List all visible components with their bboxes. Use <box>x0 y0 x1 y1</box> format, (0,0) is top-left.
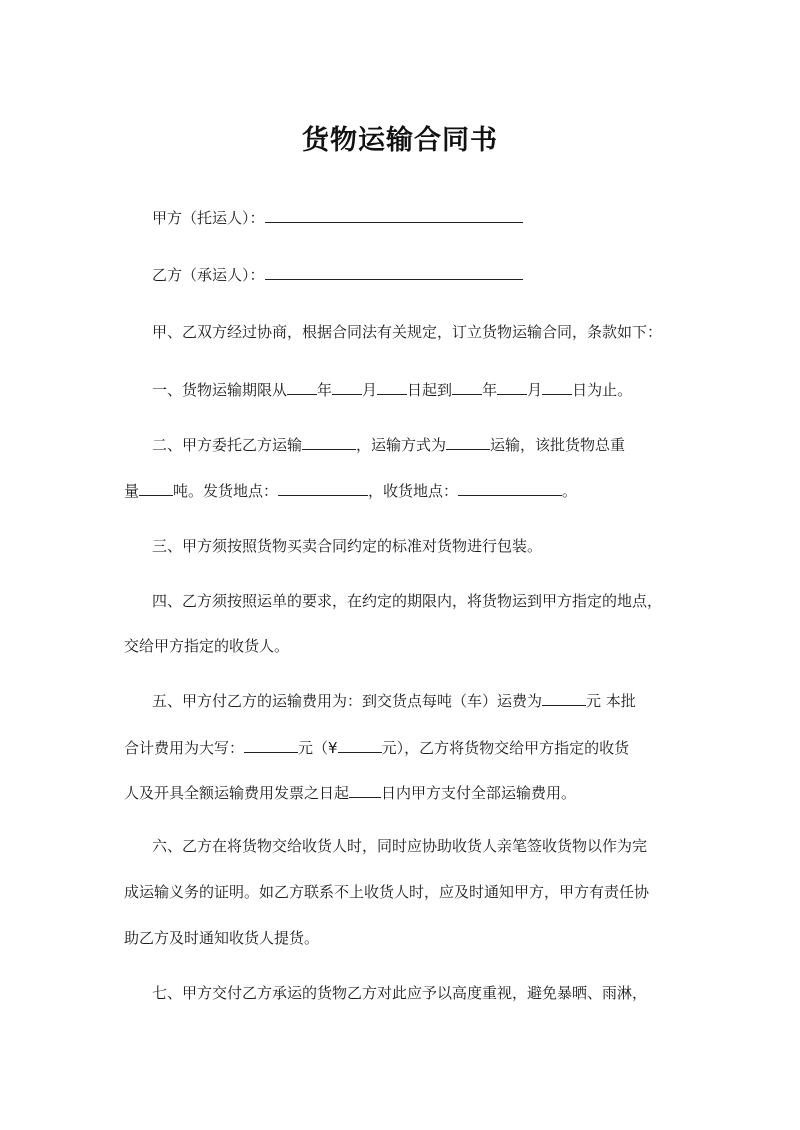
clause-5-text: 日内甲方支付全部运输费用。 <box>381 784 577 802</box>
party-b-line <box>152 264 523 285</box>
start-day-blank[interactable] <box>377 379 407 395</box>
party-a-blank[interactable] <box>265 207 523 223</box>
clause-7-line-1: 七、甲方交付乙方承运的货物乙方对此应予以高度重视，避免暴晒、雨淋， <box>152 984 648 1002</box>
clause-1-text: 月 <box>362 381 378 399</box>
clause-5-text: 合计费用为大写： <box>124 739 245 757</box>
intro-paragraph: 甲、乙双方经过协商，根据合同法有关规定，订立货物运输合同，条款如下： <box>152 323 663 341</box>
total-number-blank[interactable] <box>338 737 382 753</box>
clause-2-text: 二、甲方委托乙方运输 <box>152 436 303 454</box>
clause-5-text: 元 本批 <box>586 692 636 710</box>
clause-1-text: 日为止。 <box>572 381 633 399</box>
transport-mode-blank[interactable] <box>446 434 490 450</box>
clause-1-text: 月 <box>527 381 543 399</box>
clause-2-text: ，运输方式为 <box>356 436 447 454</box>
start-month-blank[interactable] <box>332 379 362 395</box>
receiving-place-blank[interactable] <box>458 480 562 496</box>
weight-blank[interactable] <box>139 480 173 496</box>
party-b-label: 乙方（承运人）： <box>152 266 265 284</box>
clause-1 <box>152 379 632 400</box>
party-a-label: 甲方（托运人）： <box>152 209 265 227</box>
clause-5-text: 人及开具全额运输费用发票之日起 <box>124 784 350 802</box>
clause-2-text: ，收货地点： <box>368 482 459 500</box>
payment-days-blank[interactable] <box>349 782 381 798</box>
total-words-blank[interactable] <box>244 737 298 753</box>
document-title: 货物运输合同书 <box>302 125 498 156</box>
clause-5-text: 元（¥ <box>298 739 338 757</box>
clause-5-line-3 <box>124 782 576 803</box>
clause-1-text: 日起到 <box>407 381 453 399</box>
clause-2-text: 量 <box>124 482 140 500</box>
clause-4-line-2: 交给甲方指定的收货人。 <box>124 637 290 655</box>
clause-2-line-1 <box>152 434 625 455</box>
end-month-blank[interactable] <box>497 379 527 395</box>
clause-2-text: 运输，该批货物总重 <box>490 436 626 454</box>
clause-6-line-3: 助乙方及时通知收货人提货。 <box>124 929 320 947</box>
clause-3: 三、甲方须按照货物买卖合同约定的标准对货物进行包装。 <box>152 537 543 555</box>
clause-4-line-1: 四、乙方须按照运单的要求，在约定的期限内，将货物运到甲方指定的地点， <box>152 592 663 610</box>
shipping-place-blank[interactable] <box>278 480 368 496</box>
clause-5-text: 五、甲方付乙方的运输费用为：到交货点每吨（车）运费为 <box>152 692 543 710</box>
clause-2-text: 吨。发货地点： <box>173 482 279 500</box>
clause-6-line-2: 成运输义务的证明。如乙方联系不上收货人时，应及时通知甲方，甲方有责任协 <box>124 883 650 901</box>
clause-5-text: 元），乙方将货物交给甲方指定的收货 <box>381 739 630 757</box>
goods-blank[interactable] <box>302 434 356 450</box>
party-a-line <box>152 207 523 228</box>
clause-1-text: 年 <box>482 381 498 399</box>
clause-5-line-2 <box>124 737 629 758</box>
freight-rate-blank[interactable] <box>542 690 586 706</box>
end-year-blank[interactable] <box>452 379 482 395</box>
clause-1-text: 年 <box>317 381 333 399</box>
clause-2-text: 。 <box>562 482 578 500</box>
start-year-blank[interactable] <box>287 379 317 395</box>
clause-2-line-2 <box>124 480 577 501</box>
party-b-blank[interactable] <box>265 264 523 280</box>
clause-6-line-1: 六、乙方在将货物交给收货人时，同时应协助收货人亲笔签收货物以作为完 <box>152 837 648 855</box>
clause-5-line-1 <box>152 690 636 711</box>
clause-1-text: 一、货物运输期限从 <box>152 381 288 399</box>
end-day-blank[interactable] <box>542 379 572 395</box>
